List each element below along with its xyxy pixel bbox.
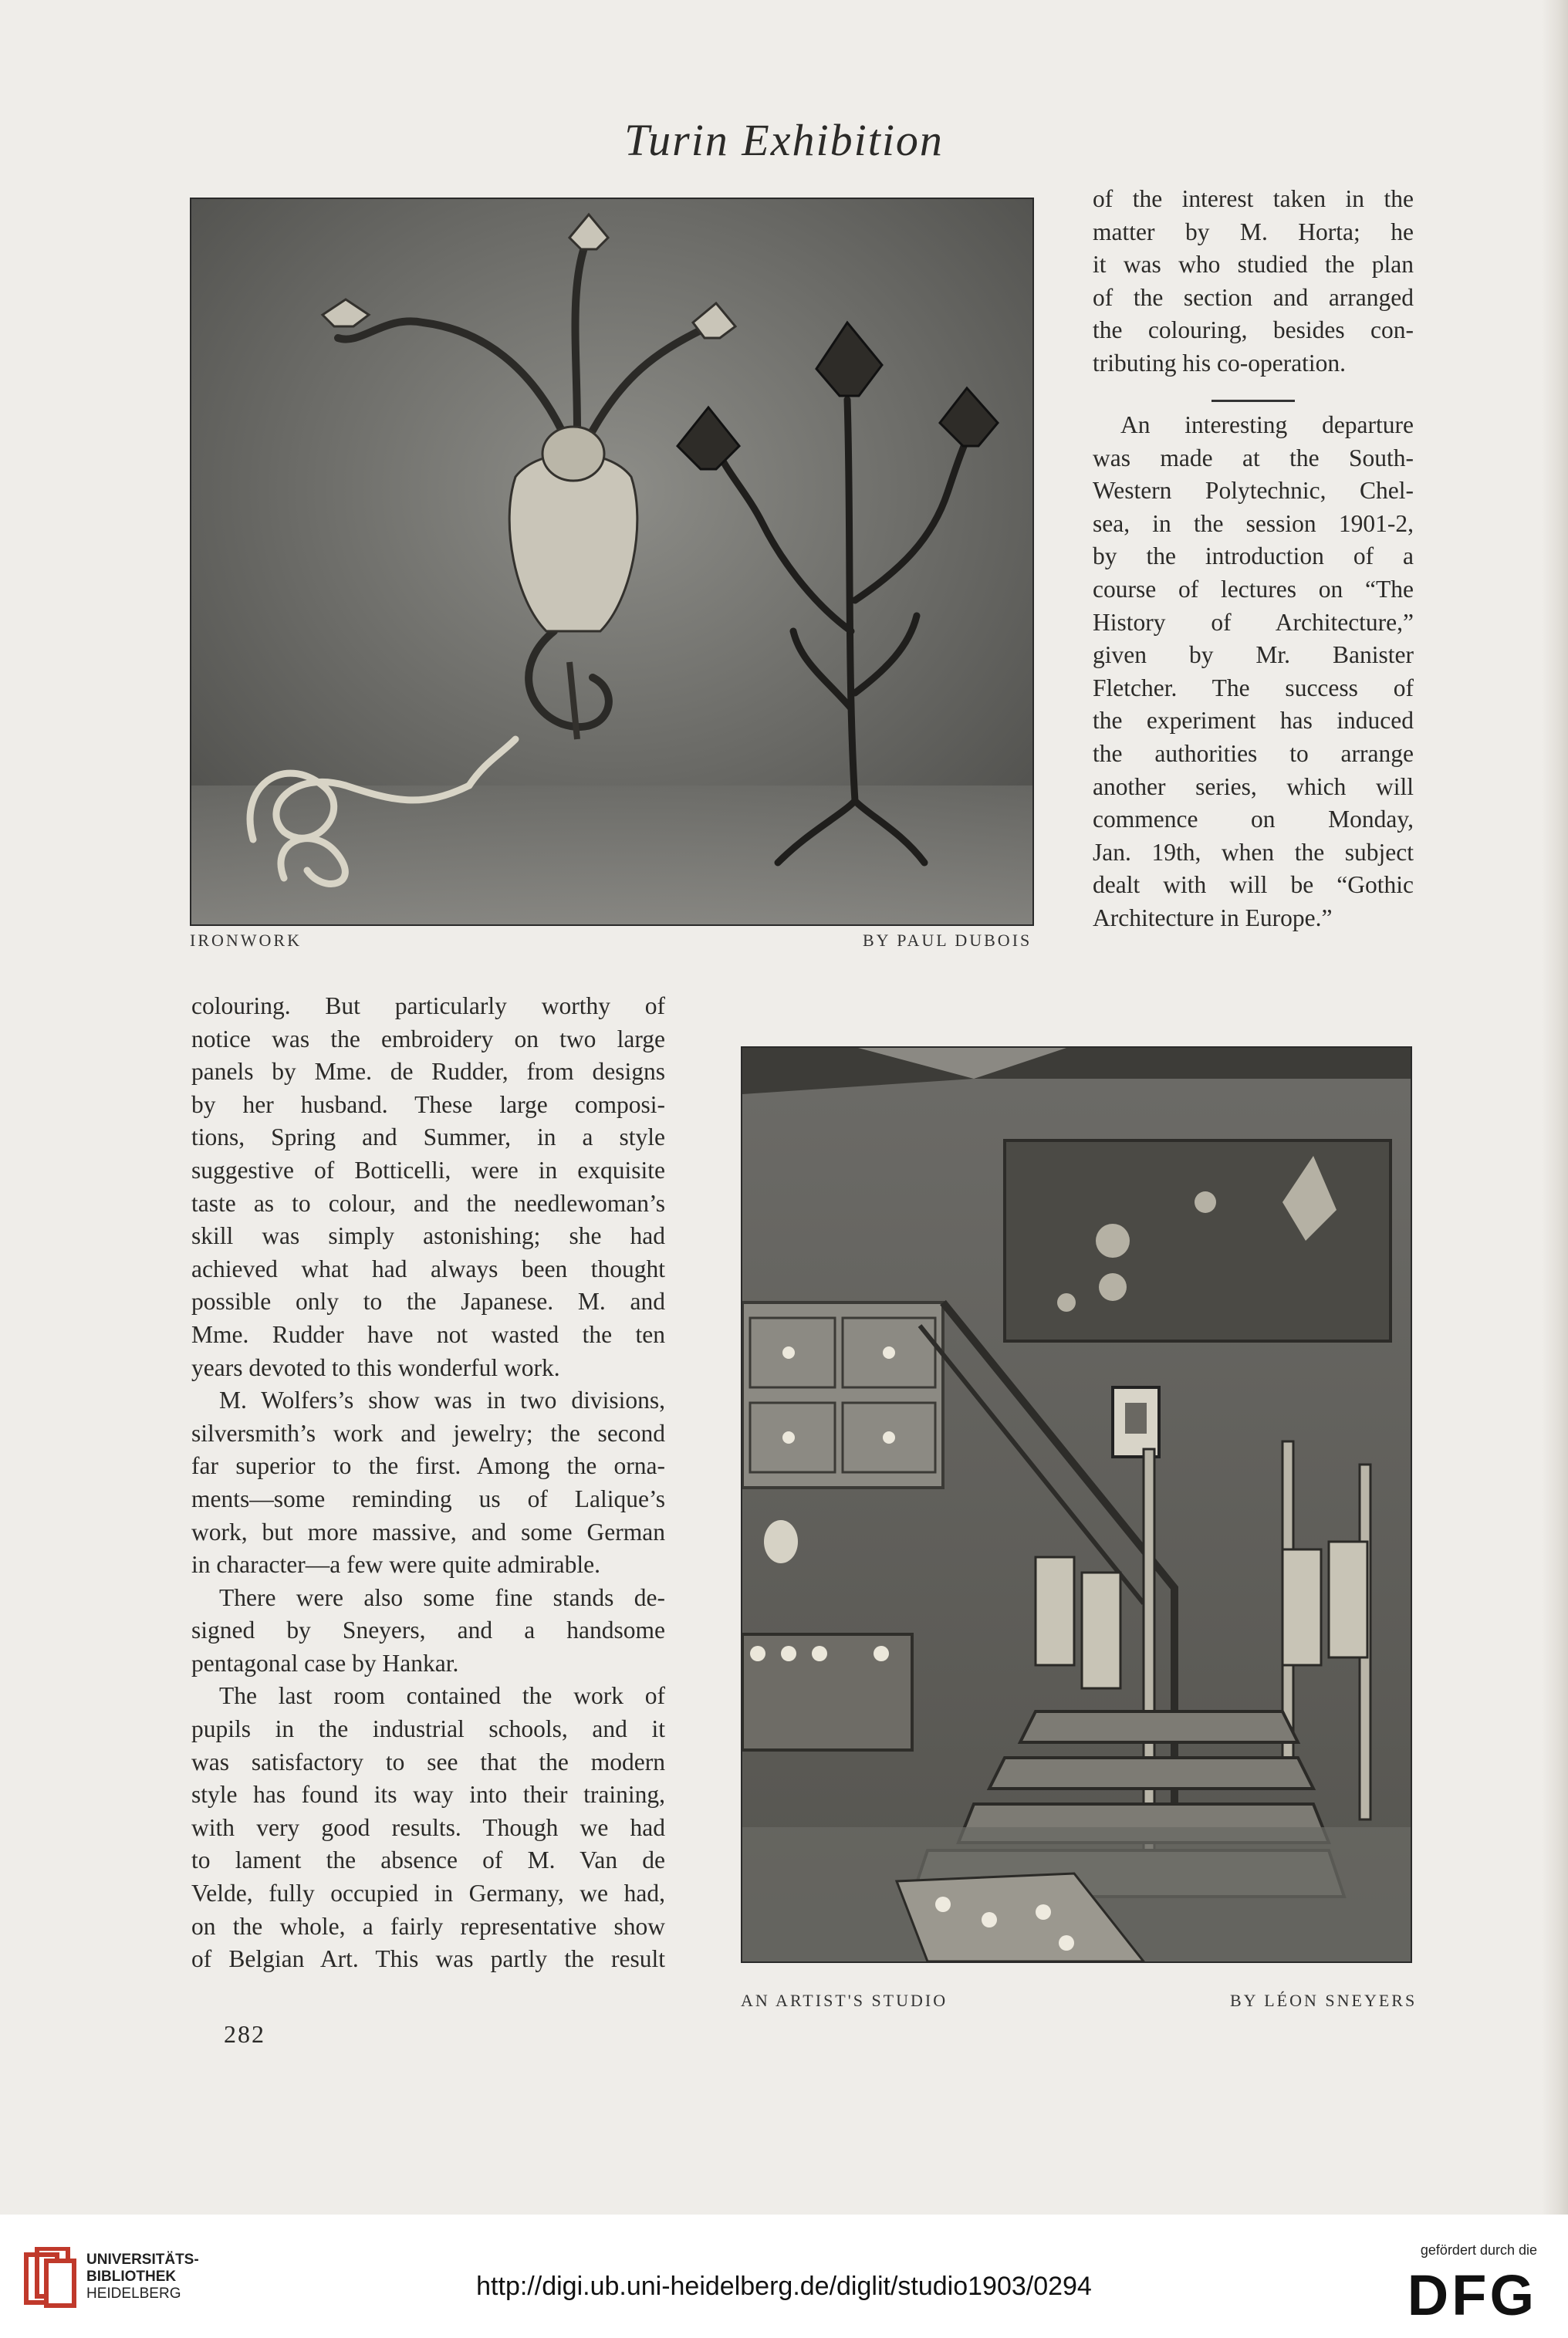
text-line: colouring. But particularly worthy of bbox=[191, 992, 665, 1019]
text-line: achieved what had always been thought bbox=[191, 1255, 665, 1282]
text-line: the authorities to arrange bbox=[1093, 739, 1414, 767]
text-line: of the section and arranged bbox=[1093, 283, 1414, 311]
text-line: Mme. Rudder have not wasted the ten bbox=[191, 1320, 665, 1348]
text-line: on the whole, a fairly representative show bbox=[191, 1912, 665, 1940]
text-line: An interesting departure bbox=[1120, 411, 1414, 438]
text-line: Fletcher. The success of bbox=[1093, 674, 1414, 701]
text-line: signed by Sneyers, and a handsome bbox=[191, 1617, 665, 1644]
text-line: skill was simply astonishing; she had bbox=[191, 1222, 665, 1250]
text-line: the experiment has induced bbox=[1093, 707, 1414, 735]
text-line: History of Architecture,” bbox=[1093, 608, 1414, 636]
left-column-text bbox=[191, 990, 665, 1976]
text-line: given by Mr. Banister bbox=[1093, 641, 1414, 669]
text-line: the colouring, besides con- bbox=[1093, 316, 1414, 344]
page-edge-shadow bbox=[1542, 0, 1568, 2215]
text-line: notice was the embroidery on two large bbox=[191, 1025, 665, 1052]
library-line: BIBLIOTHEK bbox=[86, 2269, 177, 2285]
text-line: to lament the absence of M. Van de bbox=[191, 1846, 665, 1874]
text-line: pentagonal case by Hankar. bbox=[191, 1649, 459, 1677]
text-line: taste as to colour, and the needlewoman’s bbox=[191, 1189, 665, 1217]
text-line: The last room contained the work of bbox=[219, 1682, 665, 1710]
text-line: suggestive of Botticelli, were in exquisite bbox=[191, 1156, 665, 1184]
text-line: was satisfactory to see that the modern bbox=[191, 1748, 665, 1775]
dfg-logo: DFG bbox=[1407, 2263, 1537, 2327]
artist-studio-photograph bbox=[741, 1046, 1412, 1963]
text-line: panels by Mme. de Rudder, from designs bbox=[191, 1058, 665, 1086]
ironwork-photograph bbox=[190, 198, 1034, 926]
text-line: Architecture in Europe.” bbox=[1093, 904, 1333, 931]
funded-by-label: gefördert durch die bbox=[1420, 2242, 1537, 2258]
digitization-footer bbox=[0, 2215, 1568, 2338]
text-line: matter by M. Horta; he bbox=[1093, 218, 1414, 245]
text-line: There were also some fine stands de- bbox=[219, 1583, 665, 1611]
right-column-top-text bbox=[1093, 183, 1414, 380]
text-line: in character—a few were quite admirable. bbox=[191, 1551, 600, 1579]
studio-caption-right: BY LÉON SNEYERS bbox=[1230, 1991, 1418, 2010]
text-line: years devoted to this wonderful work. bbox=[191, 1353, 560, 1381]
text-line: M. Wolfers’s show was in two divisions, bbox=[219, 1387, 665, 1414]
right-column-paragraph-2 bbox=[1093, 409, 1414, 935]
ironwork-caption-right: BY PAUL DUBOIS bbox=[863, 931, 1032, 950]
text-line: ments—some reminding us of Lalique’s bbox=[191, 1485, 665, 1512]
library-line: HEIDELBERG bbox=[86, 2286, 181, 2302]
ironwork-caption-left: IRONWORK bbox=[190, 931, 302, 950]
running-head: Turin Exhibition bbox=[624, 115, 944, 165]
text-line: dealt with will be “Gothic bbox=[1093, 871, 1414, 899]
text-line: tributing his co-operation. bbox=[1093, 349, 1347, 377]
page-number: 282 bbox=[224, 2020, 265, 2048]
text-line: of Belgian Art. This was partly the result bbox=[191, 1945, 665, 1973]
studio-caption-left: AN ARTIST'S STUDIO bbox=[741, 1991, 948, 2010]
text-line: possible only to the Japanese. M. and bbox=[191, 1288, 665, 1316]
text-line: style has found its way into their training, bbox=[191, 1781, 665, 1809]
text-line: by her husband. These large composi- bbox=[191, 1090, 665, 1118]
text-line: another series, which will bbox=[1093, 772, 1414, 800]
text-line: tions, Spring and Summer, in a style bbox=[191, 1123, 665, 1151]
text-line: sea, in the session 1901-2, bbox=[1093, 509, 1414, 537]
text-line: commence on Monday, bbox=[1093, 806, 1414, 833]
text-line: Velde, fully occupied in Germany, we had, bbox=[191, 1880, 665, 1907]
text-line: of the interest taken in the bbox=[1093, 185, 1414, 212]
text-line: with very good results. Though we had bbox=[191, 1813, 665, 1841]
text-line: silversmith’s work and jewelry; the second bbox=[191, 1419, 665, 1447]
library-line: UNIVERSITÄTS- bbox=[86, 2252, 199, 2268]
text-line: was made at the South- bbox=[1093, 444, 1414, 471]
section-rule bbox=[1211, 400, 1295, 402]
text-line: course of lectures on “The bbox=[1093, 575, 1414, 603]
text-line: pupils in the industrial schools, and it bbox=[191, 1715, 665, 1743]
text-line: far superior to the first. Among the orna- bbox=[191, 1452, 665, 1480]
text-line: work, but more massive, and some German bbox=[191, 1518, 665, 1546]
text-line: Western Polytechnic, Chel- bbox=[1093, 477, 1414, 505]
source-url-link[interactable]: http://digi.ub.uni-heidelberg.de/diglit/studio1903/0294 bbox=[476, 2272, 1092, 2301]
text-line: by the introduction of a bbox=[1093, 542, 1414, 570]
text-line: Jan. 19th, when the subject bbox=[1093, 838, 1414, 866]
text-line: it was who studied the plan bbox=[1093, 251, 1414, 279]
